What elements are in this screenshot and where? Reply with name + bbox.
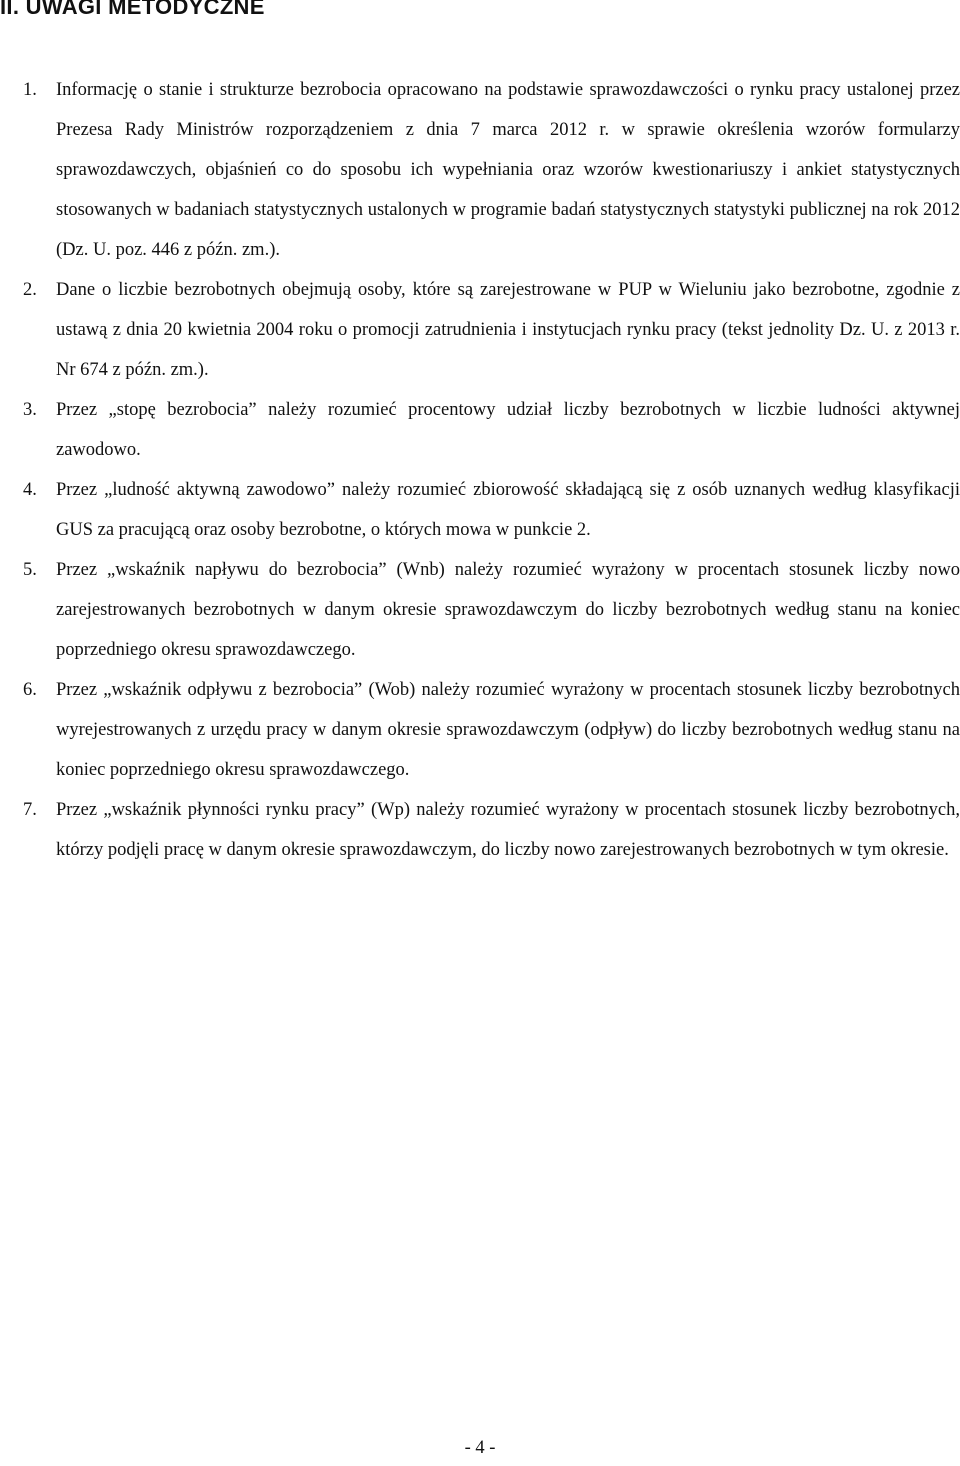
list-item-text: Przez „wskaźnik napływu do bezrobocia” (Wnb) należy rozumieć wyrażony w procentach stosunek liczby nowo zarejestrowanych bezrobotnych w danym okresie sprawozdawczym do liczby bezrobotnych według stanu na koniec poprzedniego okresu sprawozdawczego.: [56, 560, 960, 660]
list-item-text: Przez „ludność aktywną zawodowo” należy rozumieć zbiorowość składającą się z osób uznanych według klasyfikacji GUS za pracującą oraz osoby bezrobotne, o których mowa w punkcie 2.: [56, 480, 960, 540]
list-item: [23, 70, 960, 270]
list-item: [23, 270, 960, 390]
list-item-text: Informację o stanie i strukturze bezrobocia opracowano na podstawie sprawozdawczości o rynku pracy ustalonej przez Prezesa Rady Ministrów rozporządzeniem z dnia 7 marca 2012 r. w sprawie określenia wzorów formularzy sprawozdawczych, objaśnień co do sposobu ich wypełniania oraz wzorów kwestionariuszy i ankiet statystycznych stosowanych w badaniach statystycznych ustalonych w programie badań statystycznych statystyki publicznej na rok 2012 (Dz. U. poz. 446 z późn. zm.).: [56, 80, 960, 260]
list-item-text: Przez „wskaźnik płynności rynku pracy” (Wp) należy rozumieć wyrażony w procentach stosunek liczby bezrobotnych, którzy podjęli pracę w danym okresie sprawozdawczym, do liczby nowo zarejestrowanych bezrobotnych w tym okresie.: [56, 800, 960, 860]
list-item-text: Dane o liczbie bezrobotnych obejmują osoby, które są zarejestrowane w PUP w Wieluniu jako bezrobotne, zgodnie z ustawą z dnia 20 kwietnia 2004 roku o promocji zatrudnienia i instytucjach rynku pracy (tekst jednolity Dz. U. z 2013 r. Nr 674 z późn. zm.).: [56, 280, 960, 380]
list-item-number: 1.: [23, 80, 37, 100]
list-item-number: 3.: [23, 400, 37, 420]
list-item-number: 4.: [23, 480, 37, 500]
methodology-list: [23, 70, 960, 870]
list-item-number: 7.: [23, 800, 37, 820]
list-item-number: 2.: [23, 280, 37, 300]
section-heading: II. UWAGI METODYCZNE: [0, 0, 265, 19]
list-item: [23, 670, 960, 790]
list-item-text: Przez „stopę bezrobocia” należy rozumieć procentowy udział liczby bezrobotnych w liczbie ludności aktywnej zawodowo.: [56, 400, 960, 460]
list-item: [23, 550, 960, 670]
list-item-text: Przez „wskaźnik odpływu z bezrobocia” (Wob) należy rozumieć wyrażony w procentach stosunek liczby bezrobotnych wyrejestrowanych z urzędu pracy w danym okresie sprawozdawczym (odpływ) do liczby bezrobotnych według stanu na koniec poprzedniego okresu sprawozdawczego.: [56, 680, 960, 780]
page-number: - 4 -: [464, 1438, 496, 1458]
list-item-number: 5.: [23, 560, 37, 580]
list-item-number: 6.: [23, 680, 37, 700]
list-item: [23, 390, 960, 470]
list-item: [23, 790, 960, 870]
list-item: [23, 470, 960, 550]
